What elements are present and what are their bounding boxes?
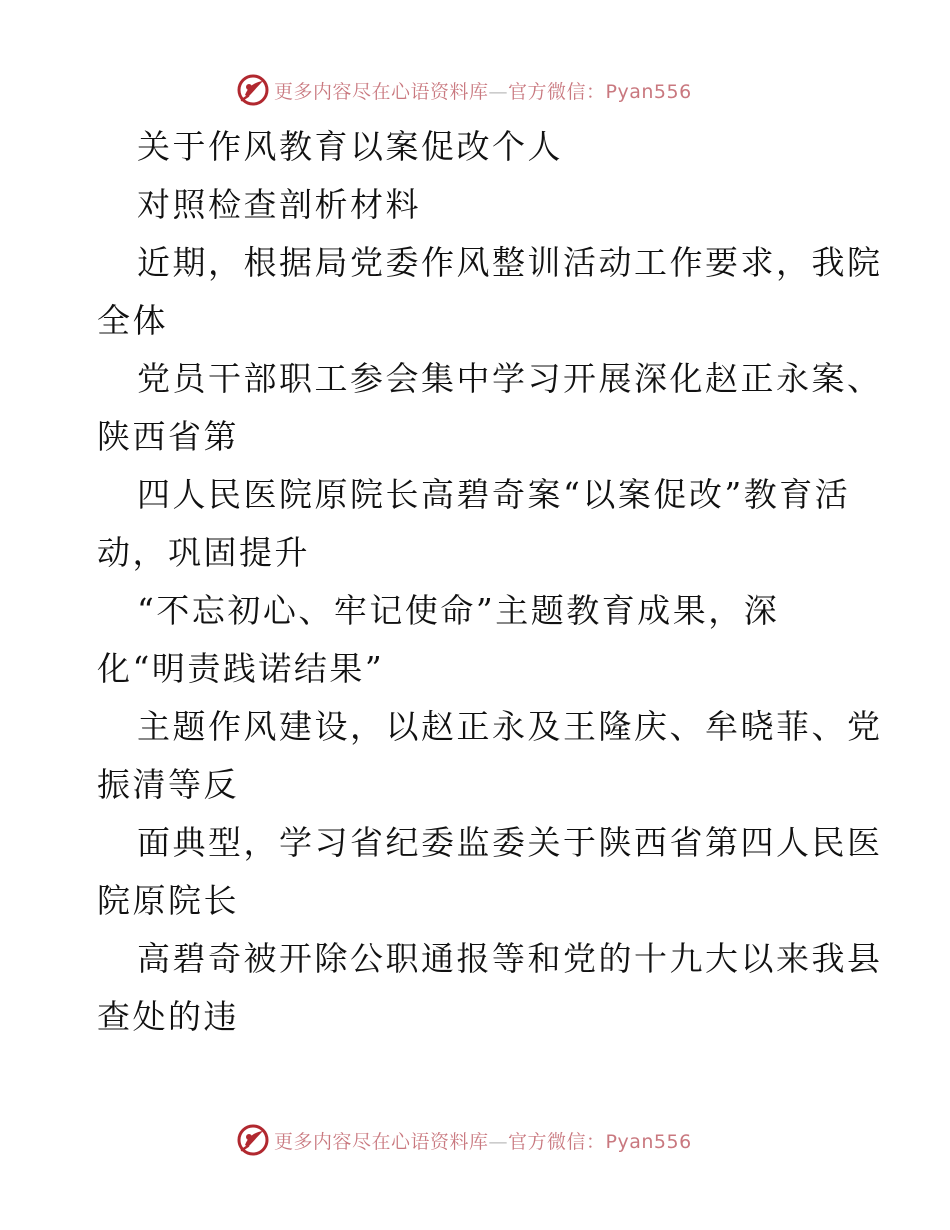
footer-banner bbox=[236, 1122, 692, 1158]
paragraph-line: 四人民医院原院长高碧奇案“以案促改”教育活 bbox=[137, 475, 851, 514]
paragraph-line: 全体 bbox=[97, 301, 168, 340]
banner-tail-text: 官方微信： bbox=[508, 1130, 606, 1153]
banner-text bbox=[274, 1127, 692, 1154]
banner-wechat-id: Pyan556 bbox=[605, 1130, 692, 1153]
paragraph-line: 查处的违 bbox=[97, 997, 239, 1036]
banner-lead-text: 更多内容尽在心语资料库 bbox=[274, 1130, 489, 1153]
flower-pen-logo-icon bbox=[236, 1123, 270, 1157]
paragraph-line: 动，巩固提升 bbox=[97, 533, 310, 572]
header-banner bbox=[236, 72, 692, 108]
document-title-line-2: 对照检查剖析材料 bbox=[137, 185, 421, 224]
paragraph-line: 院原院长 bbox=[97, 881, 239, 920]
paragraph-line: 近期，根据局党委作风整训活动工作要求，我院 bbox=[137, 243, 883, 282]
paragraph-line: 面典型，学习省纪委监委关于陕西省第四人民医 bbox=[137, 823, 883, 862]
paragraph-line: 化“明责践诺结果” bbox=[97, 649, 385, 688]
paragraph-line: 党员干部职工参会集中学习开展深化赵正永案、 bbox=[137, 359, 883, 398]
banner-dash: — bbox=[488, 80, 509, 103]
document-title-line-1: 关于作风教育以案促改个人 bbox=[137, 127, 563, 166]
banner-text bbox=[274, 77, 692, 104]
paragraph-line: 陕西省第 bbox=[97, 417, 239, 456]
banner-lead-text: 更多内容尽在心语资料库 bbox=[274, 80, 489, 103]
banner-dash: — bbox=[488, 1130, 509, 1153]
banner-tail-text: 官方微信： bbox=[508, 80, 606, 103]
paragraph-line: 振清等反 bbox=[97, 765, 239, 804]
banner-wechat-id: Pyan556 bbox=[605, 80, 692, 103]
paragraph-line: 主题作风建设，以赵正永及王隆庆、牟晓菲、党 bbox=[137, 707, 883, 746]
paragraph-line: “不忘初心、牢记使命”主题教育成果，深 bbox=[137, 591, 780, 630]
document-body bbox=[97, 118, 883, 1046]
flower-pen-logo-icon bbox=[236, 73, 270, 107]
paragraph-line: 高碧奇被开除公职通报等和党的十九大以来我县 bbox=[137, 939, 883, 978]
